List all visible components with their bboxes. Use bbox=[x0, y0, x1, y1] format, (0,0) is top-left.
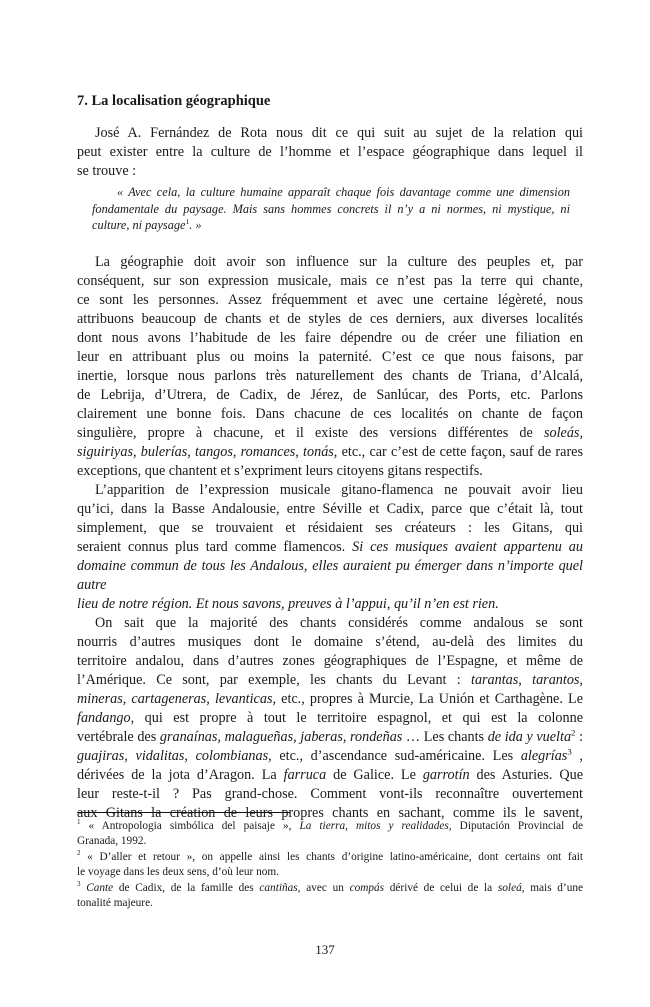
text-line bbox=[77, 481, 583, 500]
paragraph bbox=[77, 124, 583, 181]
italic-text: domaine commun de tous les Andalous, elles auraient pu émerger dans n’importe quel autre bbox=[77, 557, 583, 593]
text-run: vertébrale des bbox=[77, 728, 160, 745]
italic-text: guajiras, vidalitas, colombianas, bbox=[77, 747, 272, 764]
text-line bbox=[77, 405, 583, 424]
page-body bbox=[77, 92, 583, 823]
text-run: « D’aller et retour », on appelle ainsi les chants d’origine latino-américaine, dont certains ont fait bbox=[80, 850, 583, 863]
italic-text: Si ces musiques avaient appartenu au bbox=[352, 538, 583, 555]
italic-text: siguiriyas, bulerías, tangos, romances, tonás, bbox=[77, 443, 338, 460]
text-run: , qui est propre à tout le territoire espagnol, et qui est la colonne bbox=[130, 709, 583, 726]
main-text bbox=[77, 124, 583, 823]
text-run: « Avec cela, la culture humaine apparaît chaque fois davantage comme une dimension bbox=[117, 185, 570, 199]
text-run: dérivées de la jota d’Aragon. La bbox=[77, 766, 284, 783]
text-run: le voyage dans les deux sens, d’où leur nom. bbox=[77, 866, 280, 879]
text-run: leur en attribuant plus ou moins la paternité. C’est ce que nous faisons, par bbox=[77, 348, 583, 365]
text-run: leur reste-t-il ? Pas grand-chose. Comment vont-ils reconnaître ouvertement bbox=[77, 785, 583, 802]
text-run: On sait que la majorité des chants considérés comme andalous se sont bbox=[95, 614, 583, 631]
text-line bbox=[77, 367, 583, 386]
text-run: culture, ni paysage bbox=[92, 218, 186, 232]
text-line bbox=[77, 652, 583, 671]
footnote bbox=[77, 819, 583, 850]
text-line bbox=[77, 850, 583, 865]
text-line bbox=[77, 785, 583, 804]
text-line bbox=[77, 766, 583, 785]
text-line bbox=[77, 272, 583, 291]
italic-text: compás bbox=[349, 881, 385, 894]
text-run: Diputación Provincial de bbox=[451, 820, 583, 832]
text-run: territoire andalou, dans d’autres zones géographiques de l’Espagne, et même de bbox=[77, 652, 583, 669]
text-line bbox=[92, 184, 570, 201]
text-run: ce sont les personnes. Assez fréquemment et avec une certaine légèreté, nous bbox=[77, 291, 583, 308]
text-run: de Lebrija, d’Utrera, de Cadix, de Jérez, de Sanlúcar, des Ports, etc. Parlons bbox=[77, 386, 583, 403]
text-run: nourris d’autres musiques dont le domaine s’étend, au-delà des limites du bbox=[77, 633, 583, 650]
italic-text: granaínas, malagueñas, jaberas, rondeñas bbox=[159, 728, 403, 745]
text-run: seraient connus plus tard comme flamencos. bbox=[77, 538, 353, 555]
text-line bbox=[77, 728, 583, 747]
footnote bbox=[77, 850, 583, 881]
text-run: des Asturies. Que bbox=[469, 766, 583, 783]
text-line bbox=[77, 538, 583, 557]
italic-text: farruca bbox=[283, 766, 327, 783]
footnote-marker: 3 bbox=[77, 879, 81, 888]
block-quote bbox=[92, 184, 570, 234]
text-line bbox=[77, 500, 583, 519]
italic-text: garrotín bbox=[422, 766, 470, 783]
text-line bbox=[77, 519, 583, 538]
text-line bbox=[77, 834, 583, 849]
text-run: dérivé de celui de la bbox=[384, 881, 498, 894]
text-line bbox=[77, 747, 583, 766]
footnote-divider bbox=[77, 812, 290, 813]
text-run: exceptions, que chantent et s’expriment leurs citoyens gitans respectifs. bbox=[77, 462, 483, 479]
text-run: La géographie doit avoir son influence sur la culture des peuples et, par bbox=[95, 253, 583, 270]
text-line bbox=[77, 310, 583, 329]
text-run: , bbox=[571, 747, 583, 764]
text-line bbox=[92, 217, 570, 234]
text-line bbox=[92, 201, 570, 218]
text-line bbox=[77, 819, 583, 834]
text-run: de Galice. Le bbox=[326, 766, 423, 783]
footnote-marker: 1 bbox=[185, 216, 190, 226]
text-line bbox=[77, 896, 583, 911]
text-run: l’Amérique. Ce sont, par exemple, les chants du Levant : bbox=[77, 671, 471, 688]
text-line bbox=[77, 424, 583, 443]
text-line bbox=[77, 443, 583, 462]
italic-text: soleás, bbox=[543, 424, 583, 441]
text-run: Granada, 1992. bbox=[77, 835, 147, 848]
text-run: clairement une bonne fois. Dans chacune de ces localités on chante de façon bbox=[77, 405, 583, 422]
text-run: peut exister entre la culture de l’homme et l’espace géographique dans lequel il bbox=[77, 144, 583, 160]
italic-text: cantiñas, bbox=[259, 881, 301, 894]
italic-text: mineras, cartageneras, levanticas, bbox=[77, 690, 277, 707]
text-line bbox=[77, 865, 583, 880]
italic-text: tarantas, tarantos, bbox=[471, 671, 583, 688]
italic-text: La tierra, mitos y realidades, bbox=[299, 820, 452, 832]
text-line bbox=[77, 671, 583, 690]
text-run: attribuons beaucoup de chants et de styles de ces derniers, aux diverses localités bbox=[77, 310, 583, 327]
paragraph bbox=[77, 481, 583, 614]
text-line bbox=[77, 709, 583, 728]
italic-text: lieu de notre région. Et nous savons, preuves à l’appui, qu’il n’en est rien. bbox=[77, 595, 499, 612]
text-run: L’apparition de l’expression musicale gitano-flamenca ne pouvait avoir lieu bbox=[95, 481, 583, 498]
text-run: « Antropologia simbólica del paisaje », bbox=[80, 820, 300, 832]
text-run: etc., d’ascendance sud-américaine. Les bbox=[271, 747, 521, 764]
text-run: mais d’une bbox=[524, 881, 584, 894]
footnote-marker: 3 bbox=[567, 745, 572, 756]
text-run: : bbox=[575, 728, 584, 745]
text-run: tonalité majeure. bbox=[77, 897, 153, 910]
footnote bbox=[77, 881, 583, 912]
text-run: … Les chants bbox=[402, 728, 488, 745]
italic-text: fandango bbox=[77, 709, 131, 726]
text-line bbox=[77, 162, 583, 181]
text-line bbox=[77, 462, 583, 481]
footnote-marker: 2 bbox=[77, 849, 81, 858]
text-line bbox=[77, 595, 583, 614]
paragraph bbox=[77, 253, 583, 481]
text-run: conséquent, sur son expression musicale, mais ce n’est pas la terre qui chante, bbox=[77, 272, 583, 289]
italic-text: Cante bbox=[86, 881, 114, 894]
paragraph bbox=[77, 614, 583, 823]
section-heading: 7. La localisation géographique bbox=[77, 93, 271, 109]
text-run: qu’ici, dans la Basse Andalousie, entre Séville et Cadix, parce que c’était là, tout bbox=[77, 500, 583, 517]
text-line bbox=[77, 253, 583, 272]
footnote-marker: 1 bbox=[77, 818, 81, 827]
text-run: dont nous avons l’habitude de les faire dépendre ou de créer une filiation en bbox=[77, 329, 583, 346]
footnotes bbox=[77, 819, 583, 911]
text-line bbox=[77, 557, 583, 595]
text-run: fondamentale du paysage. Mais sans hommes concrets il n’y a ni normes, ni mystique, ni bbox=[92, 201, 570, 216]
text-run: singulière, propre à chacune, et il existe des versions différentes de bbox=[77, 424, 544, 441]
text-run: José A. Fernández de Rota nous dit ce qui suit au sujet de la relation qui bbox=[95, 125, 583, 141]
text-run: avec un bbox=[300, 881, 350, 894]
text-line bbox=[77, 614, 583, 633]
text-run: etc., propres à Murcie, La Unión et Carthagène. Le bbox=[276, 690, 583, 707]
text-line bbox=[77, 690, 583, 709]
text-line bbox=[77, 329, 583, 348]
italic-text: soleá, bbox=[497, 881, 525, 894]
text-run: . » bbox=[189, 218, 202, 232]
text-line bbox=[77, 881, 583, 896]
text-line bbox=[77, 386, 583, 405]
italic-text: de ida y vuelta bbox=[487, 728, 572, 745]
text-run: se trouve : bbox=[77, 163, 137, 179]
text-run: aux Gitans la création de leurs propres chants en sachant, comme ils le savent, bbox=[77, 804, 583, 821]
italic-text: alegrías bbox=[520, 747, 568, 764]
footnote-marker: 2 bbox=[571, 726, 576, 737]
text-line bbox=[77, 291, 583, 310]
text-run: de Cadix, de la famille des bbox=[113, 881, 260, 894]
text-line bbox=[77, 348, 583, 367]
page-number: 137 bbox=[315, 942, 335, 957]
text-line bbox=[77, 633, 583, 652]
text-line bbox=[77, 124, 583, 143]
text-run: etc., car c’est de cette façon, sauf de rares bbox=[337, 443, 583, 460]
text-run: inertie, lorsque nous parlons très naturellement des chants de Triana, d’Alcalá, bbox=[77, 367, 583, 384]
text-line bbox=[77, 143, 583, 162]
text-run: simplement, que se trouvaient et résidaient ses créateurs : les Gitans, qui bbox=[77, 519, 583, 536]
